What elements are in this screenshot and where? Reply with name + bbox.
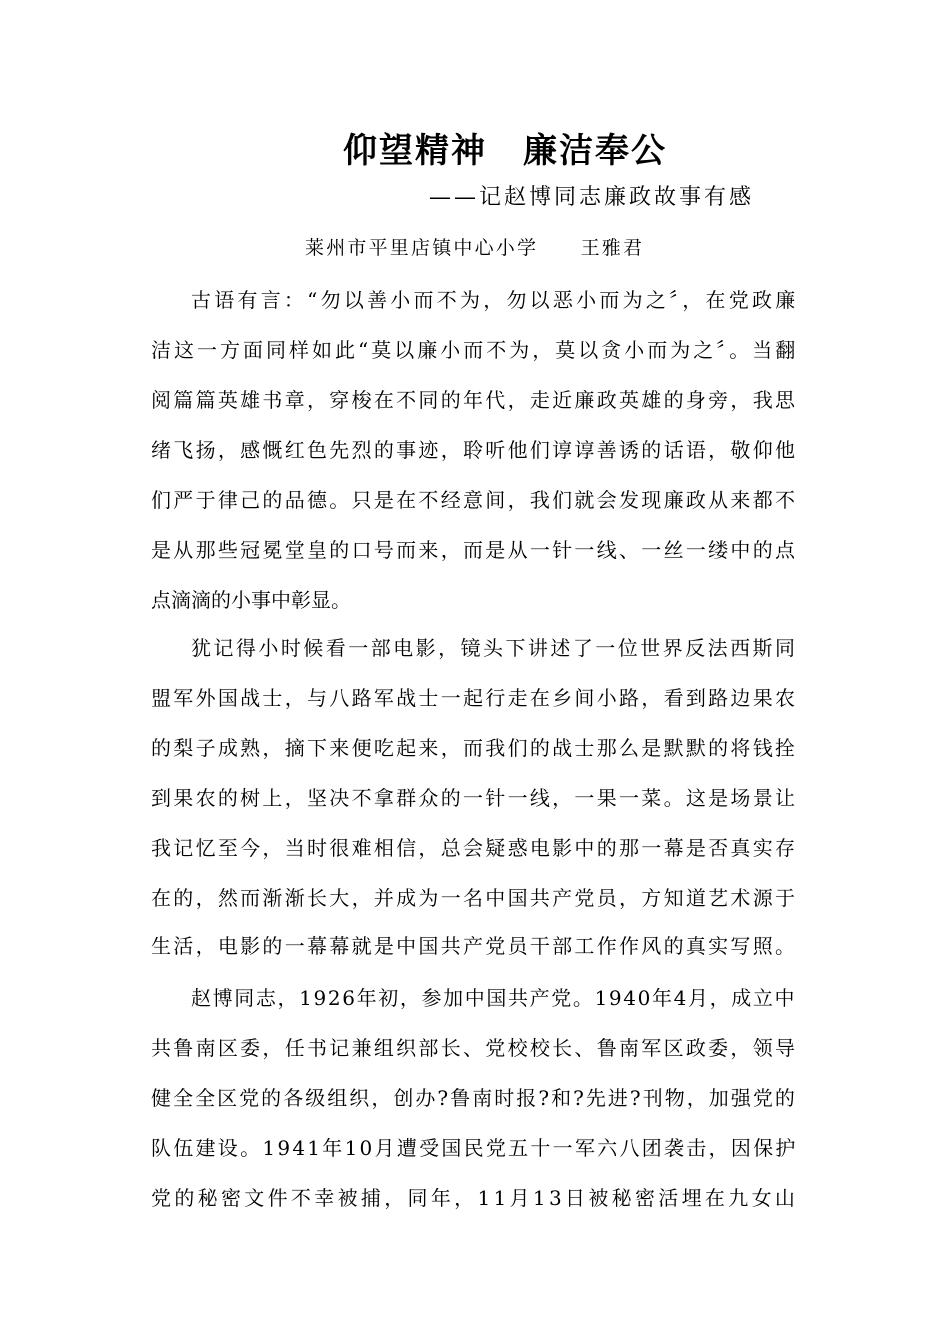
document-subtitle: ——记赵博同志廉政故事有感	[429, 185, 755, 210]
paragraph-3-line-3: 健全全区党的各级组织，创办?鲁南时报?和?先进?刊物，加强党的	[151, 1086, 797, 1110]
author-line: 莱州市平里店镇中心小学 王雅君	[305, 237, 645, 259]
document-title: 仰望精神 廉洁奉公	[343, 131, 667, 171]
paragraph-3-line-1: 赵博同志，1926年初，参加中国共产党。1940年4月，成立中	[191, 986, 797, 1010]
paragraph-2-line-1: 犹记得小时候看一部电影，镜头下讲述了一位世界反法西斯同	[191, 636, 798, 660]
paragraph-1-line-3: 阅篇篇英雄书章，穿梭在不同的年代，走近廉政英雄的身旁，我思	[151, 388, 798, 412]
paragraph-1-line-1: 古语有言：“勿以善小而不为，勿以恶小而为之〞，在党政廉	[191, 288, 799, 312]
paragraph-3-line-5: 党的秘密文件不幸被捕，同年，11月13日被秘密活埋在九女山	[151, 1186, 799, 1210]
paragraph-1-line-2: 洁这一方面同样如此“莫以廉小而不为，莫以贪小而为之〞。当翻	[151, 338, 799, 362]
paragraph-2-line-7: 生活，电影的一幕幕就是中国共产党员干部工作作风的真实写照。	[151, 934, 798, 958]
paragraph-3-line-4: 队伍建设。1941年10月遭受国民党五十一军六八团袭击，因保护	[151, 1136, 798, 1160]
paragraph-2-line-2: 盟军外国战士，与八路军战士一起行走在乡间小路，看到路边果农	[151, 686, 798, 710]
paragraph-2-line-6: 在的，然而渐渐长大，并成为一名中国共产党员，方知道艺术源于	[151, 886, 798, 910]
paragraph-1-line-7: 点滴滴的小事中彰显。	[151, 588, 351, 612]
paragraph-1-line-4: 绪飞扬，感慨红色先烈的事迹，聆听他们谆谆善诱的话语，敬仰他	[151, 438, 798, 462]
paragraph-3-line-2: 共鲁南区委，任书记兼组织部长、党校校长、鲁南军区政委，领导	[151, 1036, 798, 1060]
paragraph-2-line-5: 我记忆至今，当时很难相信，总会疑惑电影中的那一幕是否真实存	[151, 836, 798, 860]
paragraph-1-line-5: 们严于律己的品德。只是在不经意间，我们就会发现廉政从来都不	[151, 488, 798, 512]
paragraph-2-line-4: 到果农的树上，坚决不拿群众的一针一线，一果一菜。这是场景让	[151, 786, 798, 810]
paragraph-1-line-6: 是从那些冠冕堂皇的口号而来，而是从一针一线、一丝一缕中的点	[151, 538, 798, 562]
paragraph-2-line-3: 的梨子成熟，摘下来便吃起来，而我们的战士那么是默默的将钱拴	[151, 736, 798, 760]
